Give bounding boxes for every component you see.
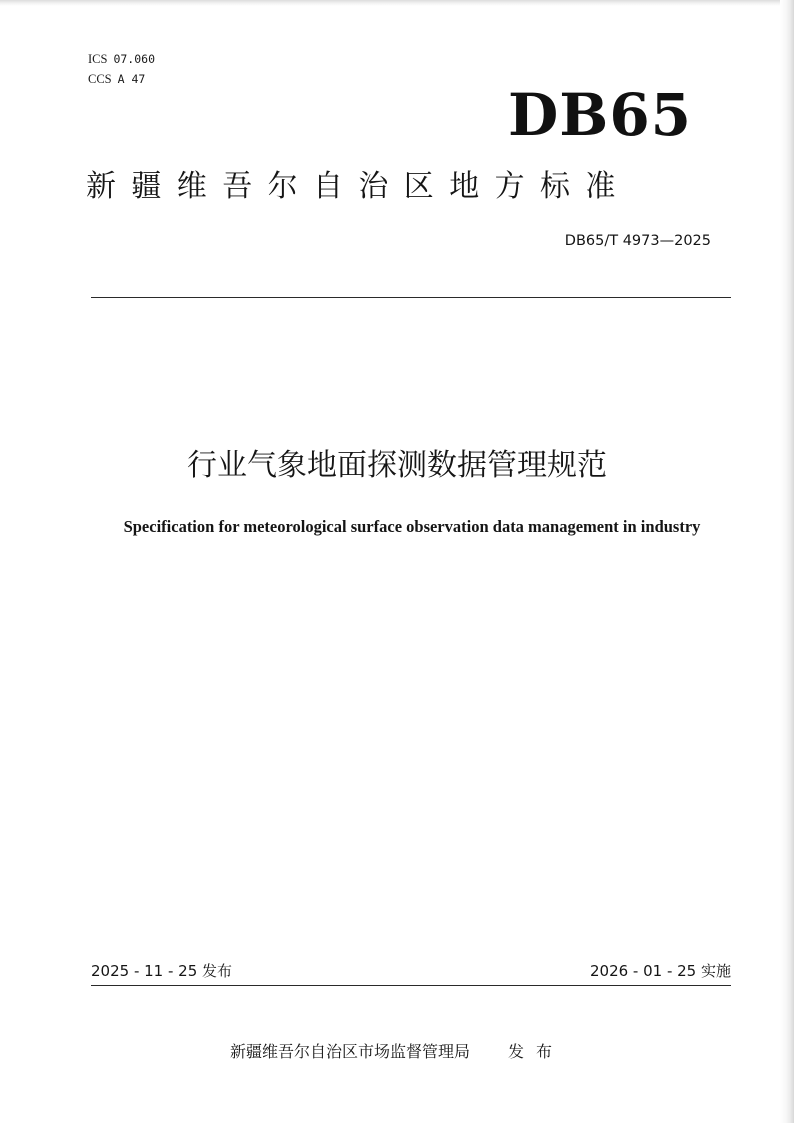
ccs-code: A 47 bbox=[117, 72, 146, 86]
scan-edge-top bbox=[0, 0, 794, 6]
top-divider bbox=[91, 297, 731, 298]
issuer-line bbox=[0, 1040, 794, 1064]
issuer-organization: 新疆维吾尔自治区市场监督管理局 bbox=[229, 1042, 470, 1061]
ics-row bbox=[88, 49, 155, 69]
document-title-english: Specification for meteorological surface observation data management in industry bbox=[123, 517, 701, 536]
ccs-label: CCS bbox=[88, 72, 112, 86]
db65-logo: DB65 bbox=[508, 81, 693, 149]
ics-code: 07.060 bbox=[113, 52, 155, 66]
document-title-chinese: 行业气象地面探测数据管理规范 bbox=[187, 448, 607, 483]
bottom-divider bbox=[91, 985, 731, 986]
standard-type-heading: 新疆维吾尔自治区地方标准 bbox=[86, 169, 631, 204]
standard-number: DB65/T 4973—2025 bbox=[564, 233, 711, 249]
issue-date: 2025 - 11 - 25 发布 bbox=[91, 962, 233, 980]
ccs-row bbox=[88, 69, 155, 89]
effective-date: 2026 - 01 - 25 实施 bbox=[589, 962, 731, 980]
issuer-action: 发布 bbox=[508, 1042, 565, 1061]
classification-codes bbox=[88, 49, 155, 89]
ics-label: ICS bbox=[88, 52, 108, 66]
scan-edge-right bbox=[780, 0, 794, 1123]
